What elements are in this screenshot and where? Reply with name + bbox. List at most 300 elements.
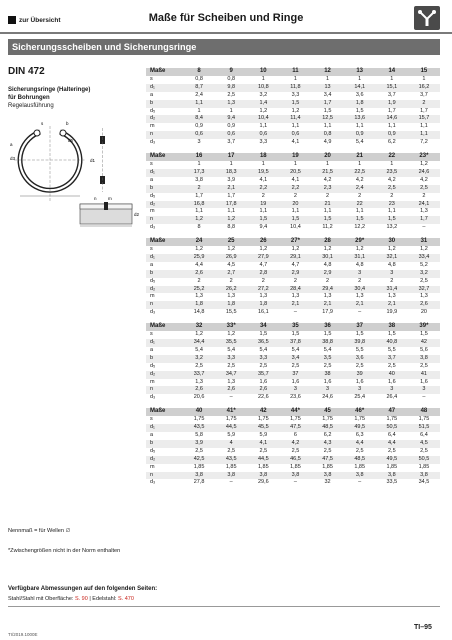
row-label: s xyxy=(150,331,153,338)
row-label: d₁ xyxy=(146,169,183,177)
row-label: n xyxy=(146,386,183,394)
row-label: a xyxy=(150,261,154,268)
table-cell: 1,1 xyxy=(323,208,332,215)
table-cell: 2,6 xyxy=(183,270,215,278)
table-cell: 2,5 xyxy=(420,447,428,454)
table-cell: 2,9 xyxy=(312,270,344,278)
table-row xyxy=(146,185,440,193)
table-cell: 1,1 xyxy=(355,123,364,130)
table-cell: 26,9 xyxy=(215,254,247,262)
table-cell: 1,1 xyxy=(387,208,396,215)
table-cell: 1 xyxy=(197,107,201,114)
table-cell: 3,4 xyxy=(323,91,332,98)
table-cell: 1,1 xyxy=(259,208,268,215)
table-cell: 1,7 xyxy=(408,216,440,224)
table-cell: 1,3 xyxy=(355,293,364,300)
row-label: n xyxy=(146,472,183,480)
table-cell: 1,2 xyxy=(323,246,332,253)
table-cell: 6,4 xyxy=(387,431,396,438)
table-cell: 2,5 xyxy=(355,362,364,369)
row-label: m xyxy=(150,463,155,470)
row-label: b xyxy=(146,270,183,278)
table-cell: 10,4 xyxy=(247,115,279,123)
table-cell: 26,2 xyxy=(215,286,247,294)
table-cell: 6 xyxy=(293,431,297,438)
table-row xyxy=(146,286,440,294)
table-cell: 24,6 xyxy=(408,169,440,177)
table-cell: 1,85 xyxy=(257,463,269,470)
table-cell: 1,7 xyxy=(195,192,203,199)
table-cell: 35 xyxy=(279,323,311,331)
table-row xyxy=(146,115,440,123)
table-cell: 38,8 xyxy=(312,339,344,347)
table-cell: 2 xyxy=(261,277,265,284)
table-cell: 1,2 xyxy=(291,246,300,253)
table-cell: 46* xyxy=(344,408,376,416)
label-d1: d1 xyxy=(90,158,96,163)
row-label: a xyxy=(150,346,154,353)
table-cell: 1,5 xyxy=(279,100,311,108)
row-label: b xyxy=(146,440,183,448)
table-cell: 1,3 xyxy=(215,100,247,108)
table-row xyxy=(146,432,440,440)
table-cell: 1,75 xyxy=(386,416,398,423)
table-cell: 3 xyxy=(197,139,201,146)
table-cell: 1,75 xyxy=(418,416,430,423)
row-label: b xyxy=(146,355,183,363)
table-cell: 1,2 xyxy=(420,160,428,167)
table-cell: 1,1 xyxy=(291,123,300,130)
table-cell: 32,7 xyxy=(408,286,440,294)
table-cell: 4,1 xyxy=(247,440,279,448)
table-cell: 48,5 xyxy=(344,456,376,464)
table-row xyxy=(146,363,440,371)
table-row xyxy=(146,347,440,355)
table-cell: 37 xyxy=(279,371,311,379)
table-cell: 22,5 xyxy=(344,169,376,177)
table-cell: 3,7 xyxy=(387,91,396,98)
table-cell: 8,7 xyxy=(183,84,215,92)
table-cell: 31,4 xyxy=(376,286,408,294)
row-label: n xyxy=(146,301,183,309)
row-label: Maße xyxy=(146,323,183,331)
table-cell: 2,6 xyxy=(408,301,440,309)
table-cell: 12,5 xyxy=(312,115,344,123)
table-cell: 1 xyxy=(261,75,265,82)
table-cell: 1 xyxy=(326,160,330,167)
row-label: n xyxy=(146,216,183,224)
table-cell: 28 xyxy=(312,238,344,246)
row-label: s xyxy=(150,246,153,253)
table-row xyxy=(146,76,440,84)
stahl-page-link[interactable]: S. 90 xyxy=(74,596,88,602)
row-label: s xyxy=(150,160,153,167)
table-row xyxy=(146,84,440,92)
table-cell: 22 xyxy=(344,201,376,209)
table-cell: 2,5 xyxy=(420,277,428,284)
table-cell: 29* xyxy=(344,238,376,246)
table-row xyxy=(146,92,440,100)
table-cell: 29,6 xyxy=(257,479,269,486)
table-row xyxy=(146,301,440,309)
table-cell: 47,5 xyxy=(312,456,344,464)
table-cell: 5,4 xyxy=(259,346,268,353)
table-cell: 3,6 xyxy=(344,355,376,363)
table-cell: 34,5 xyxy=(418,479,430,486)
table-cell: 5,4 xyxy=(355,139,364,146)
table-cell: 1,3 xyxy=(291,293,300,300)
brand-logo xyxy=(414,6,440,30)
table-cell: 50,5 xyxy=(376,424,408,432)
table-cell: 9,4 xyxy=(259,224,268,231)
table-row xyxy=(146,448,440,456)
table-cell: 4,2 xyxy=(323,176,332,183)
table-cell: 2,5 xyxy=(387,362,396,369)
table-cell: 3,2 xyxy=(183,355,215,363)
table-cell: 35,7 xyxy=(247,371,279,379)
row-label: d₁ xyxy=(146,339,183,347)
table-cell: 1 xyxy=(390,75,394,82)
table-cell: 4,2 xyxy=(279,440,311,448)
table-row xyxy=(146,416,440,424)
table-cell: 1,2 xyxy=(195,331,203,338)
table-cell: 7,2 xyxy=(420,139,428,146)
table-row xyxy=(146,193,440,201)
table-cell: 1,2 xyxy=(420,246,428,253)
dimension-tables xyxy=(146,68,440,493)
label-d5: d5 xyxy=(68,138,74,143)
table-cell: 1,75 xyxy=(257,416,269,423)
table-cell: 1,2 xyxy=(355,246,364,253)
table-row xyxy=(146,339,440,347)
table-cell: 1,4 xyxy=(247,100,279,108)
table-cell: 25,4 xyxy=(354,394,366,401)
table-cell: 4,4 xyxy=(376,440,408,448)
table-cell: 1 xyxy=(358,160,362,167)
label-m: m xyxy=(108,196,112,201)
row-label: d₅ xyxy=(150,192,156,199)
table-row xyxy=(146,355,440,363)
table-cell: 2,5 xyxy=(291,447,300,454)
table-cell: 22 xyxy=(376,153,408,161)
table-cell: 3,7 xyxy=(376,355,408,363)
table-cell: 26,4 xyxy=(386,394,398,401)
table-cell: 1,75 xyxy=(225,416,237,423)
table-cell: 3 xyxy=(312,386,344,394)
table-cell: 2,9 xyxy=(279,270,311,278)
table-cell: 1,2 xyxy=(387,246,396,253)
table-cell: 2 xyxy=(358,192,362,199)
row-label: d₁ xyxy=(146,84,183,92)
table-cell: 3,8 xyxy=(195,176,203,183)
table-cell: 10,4 xyxy=(290,224,301,231)
back-link-label: zur Übersicht xyxy=(19,16,61,24)
table-cell: 43,5 xyxy=(215,456,247,464)
table-cell: 0,8 xyxy=(227,75,236,82)
table-cell: 1,3 xyxy=(227,293,236,300)
table-cell: 44* xyxy=(279,408,311,416)
product-description xyxy=(8,86,138,110)
table-cell: 1,5 xyxy=(279,216,311,224)
table-cell: 1,5 xyxy=(323,107,332,114)
table-cell: 1,3 xyxy=(259,293,268,300)
table-cell: 2 xyxy=(390,192,394,199)
table-cell: 32 xyxy=(183,323,215,331)
table-cell: 5,4 xyxy=(227,346,236,353)
table-cell: 20 xyxy=(420,309,427,316)
table-row xyxy=(146,293,440,301)
table-cell: 0,9 xyxy=(376,131,408,139)
table-cell: 3,3 xyxy=(259,139,268,146)
table-cell: 30 xyxy=(376,238,408,246)
table-cell: 4,8 xyxy=(387,261,396,268)
table-row xyxy=(146,424,440,432)
table-cell: 1,6 xyxy=(387,378,396,385)
table-cell: 8,4 xyxy=(183,115,215,123)
row-label: d₂ xyxy=(146,371,183,379)
table-cell: 2,5 xyxy=(323,362,332,369)
table-cell: 1,8 xyxy=(344,100,376,108)
table-cell: 0,6 xyxy=(279,131,311,139)
table-cell: 39 xyxy=(344,371,376,379)
table-cell: 4,3 xyxy=(312,440,344,448)
table-cell: 1,85 xyxy=(418,463,430,470)
table-cell: 11 xyxy=(279,68,311,76)
table-row xyxy=(146,331,440,339)
table-cell: 30,4 xyxy=(344,286,376,294)
label-a: a xyxy=(10,142,13,147)
table-cell: 6,2 xyxy=(323,431,332,438)
table-cell: 2,1 xyxy=(279,301,311,309)
table-cell: 20,5 xyxy=(279,169,311,177)
table-cell: 1,3 xyxy=(227,378,236,385)
row-label: d₅ xyxy=(150,362,156,369)
table-cell: 17,9 xyxy=(322,309,333,316)
table-cell: 25,2 xyxy=(183,286,215,294)
edel-page-link[interactable]: S. 470 xyxy=(117,596,134,602)
table-cell: 4,1 xyxy=(259,176,268,183)
table-cell: 40 xyxy=(376,371,408,379)
ring-front-view xyxy=(14,126,86,202)
table-cell: 50,5 xyxy=(408,456,440,464)
table-cell: 4,5 xyxy=(227,261,236,268)
table-cell: 39* xyxy=(408,323,440,331)
table-cell: 14,8 xyxy=(193,309,205,316)
table-cell: 42,5 xyxy=(183,456,215,464)
table-cell: – xyxy=(422,224,426,231)
table-row xyxy=(146,464,440,472)
table-row xyxy=(146,278,440,286)
table-cell: 1,2 xyxy=(195,246,203,253)
table-header-row xyxy=(146,153,440,161)
table-cell: 4,2 xyxy=(420,176,428,183)
table-cell: 1,2 xyxy=(215,216,247,224)
table-cell: 1,5 xyxy=(344,216,376,224)
table-cell: 1,2 xyxy=(259,107,268,114)
table-cell: 1,85 xyxy=(386,463,398,470)
table-cell: – xyxy=(293,309,297,316)
table-cell: 5,2 xyxy=(420,261,428,268)
table-cell: 0,8 xyxy=(195,75,203,82)
table-row xyxy=(146,246,440,254)
row-label: d₅ xyxy=(150,277,156,284)
table-cell: 47 xyxy=(376,408,408,416)
table-cell: 5,4 xyxy=(323,346,332,353)
table-cell: 16 xyxy=(183,153,215,161)
table-cell: 13 xyxy=(344,68,376,76)
table-cell: 4 xyxy=(215,440,247,448)
table-cell: 20 xyxy=(312,153,344,161)
row-label: d₂ xyxy=(146,286,183,294)
label-s: s xyxy=(41,121,44,126)
table-row xyxy=(146,379,440,387)
table-cell: 5,6 xyxy=(420,346,428,353)
table-cell: 19,9 xyxy=(386,309,398,316)
table-cell: 36,5 xyxy=(247,339,279,347)
table-cell: 1 xyxy=(293,160,297,167)
table-row xyxy=(146,161,440,169)
table-row xyxy=(146,177,440,185)
table-cell: 34,4 xyxy=(183,339,215,347)
table-row xyxy=(146,394,440,402)
table-cell: 1,7 xyxy=(420,107,428,114)
table-cell: 5,5 xyxy=(387,346,396,353)
footer-edel-text: Edelstahl: xyxy=(92,596,117,602)
label-n: n xyxy=(94,196,97,201)
desc-line-3: Regelausführung xyxy=(8,103,54,109)
table-cell: 48 xyxy=(408,408,440,416)
table-cell: 43,5 xyxy=(183,424,215,432)
table-cell: 1 xyxy=(390,160,394,167)
footer-separator: | xyxy=(89,596,91,602)
table-cell: 13,2 xyxy=(386,224,398,231)
table-cell: 8 xyxy=(197,224,201,231)
table-cell: 2,2 xyxy=(247,185,279,193)
table-cell: 3,8 xyxy=(279,472,311,480)
table-cell: 15,7 xyxy=(408,115,440,123)
table-cell: 40,8 xyxy=(376,339,408,347)
table-cell: 33,5 xyxy=(386,479,398,486)
table-cell: 1 xyxy=(229,160,233,167)
row-label: d₃ xyxy=(150,224,156,231)
table-cell: 38 xyxy=(312,371,344,379)
table-cell: 37 xyxy=(344,323,376,331)
table-cell: 3 xyxy=(344,270,376,278)
row-label: b xyxy=(146,100,183,108)
header-rule xyxy=(0,32,452,34)
table-row xyxy=(146,254,440,262)
table-row xyxy=(146,262,440,270)
table-cell: 1 xyxy=(229,107,233,114)
table-cell: 2 xyxy=(261,192,265,199)
table-cell: 3,8 xyxy=(344,472,376,480)
table-row xyxy=(146,479,440,487)
table-cell: 1,9 xyxy=(376,100,408,108)
table-cell: 2,5 xyxy=(376,185,408,193)
table-cell: 41 xyxy=(408,371,440,379)
table-cell: 1,1 xyxy=(355,208,364,215)
table-cell: 2 xyxy=(326,192,330,199)
table-cell: 2 xyxy=(229,277,233,284)
table-cell: 4,2 xyxy=(355,176,364,183)
table-cell: 1,8 xyxy=(247,301,279,309)
row-label: m xyxy=(150,378,155,385)
dimension-table xyxy=(146,153,440,232)
table-cell: 21 xyxy=(344,153,376,161)
table-cell: 1,1 xyxy=(323,123,332,130)
row-label: d₁ xyxy=(146,424,183,432)
table-cell: 3,8 xyxy=(312,472,344,480)
table-cell: 24 xyxy=(183,238,215,246)
footer-rule xyxy=(8,606,440,607)
table-cell: 20,6 xyxy=(193,394,205,401)
row-label: b xyxy=(146,185,183,193)
desc-line-2: für Bohrungen xyxy=(8,95,50,101)
table-cell: 45 xyxy=(312,408,344,416)
table-cell: 5,9 xyxy=(227,431,236,438)
table-cell: 1,5 xyxy=(420,331,428,338)
row-label: d₃ xyxy=(150,139,156,146)
table-cell: 13 xyxy=(312,84,344,92)
row-label: a xyxy=(150,91,154,98)
table-cell: 4,4 xyxy=(344,440,376,448)
dimension-table xyxy=(146,408,440,487)
table-cell: 31,1 xyxy=(344,254,376,262)
table-cell: – xyxy=(293,479,297,486)
table-cell: 31 xyxy=(408,238,440,246)
table-cell: 6,2 xyxy=(387,139,396,146)
table-cell: 39,8 xyxy=(344,339,376,347)
table-cell: 11,4 xyxy=(279,115,311,123)
table-cell: 1,6 xyxy=(355,378,364,385)
table-cell: 1 xyxy=(422,75,426,82)
table-cell: 3,7 xyxy=(420,91,428,98)
table-cell: 1,75 xyxy=(354,416,366,423)
row-label: d₂ xyxy=(146,456,183,464)
table-cell: 2,1 xyxy=(312,301,344,309)
table-cell: 5,9 xyxy=(259,431,268,438)
table-cell: 2 xyxy=(422,192,426,199)
document-code: TI/2019.1000E xyxy=(8,632,38,637)
table-cell: 2,1 xyxy=(344,301,376,309)
table-cell: 27* xyxy=(279,238,311,246)
table-cell: 8 xyxy=(183,68,215,76)
table-cell: 1,75 xyxy=(322,416,333,423)
row-label: m xyxy=(150,208,155,215)
table-cell: 3,8 xyxy=(408,472,440,480)
table-cell: 23* xyxy=(408,153,440,161)
footer-heading: Verfügbare Abmessungen auf den folgenden Seiten: xyxy=(8,586,158,592)
table-cell: 3 xyxy=(376,386,408,394)
row-label: s xyxy=(150,416,153,423)
table-cell: 1,85 xyxy=(322,463,333,470)
table-cell: 9 xyxy=(215,68,247,76)
row-label: d₃ xyxy=(150,479,156,486)
table-cell: 0,6 xyxy=(247,131,279,139)
row-label: a xyxy=(150,431,154,438)
table-cell: 44,5 xyxy=(247,456,279,464)
page-header xyxy=(0,0,452,32)
installed-view xyxy=(80,202,132,226)
table-cell: 5,4 xyxy=(195,346,203,353)
table-cell: 4,8 xyxy=(323,261,332,268)
table-cell: 4,1 xyxy=(291,176,300,183)
table-cell: 1,7 xyxy=(312,100,344,108)
table-cell: 10 xyxy=(247,68,279,76)
table-cell: 1,1 xyxy=(291,208,300,215)
table-cell: 0,6 xyxy=(215,131,247,139)
table-cell: 33,7 xyxy=(183,371,215,379)
